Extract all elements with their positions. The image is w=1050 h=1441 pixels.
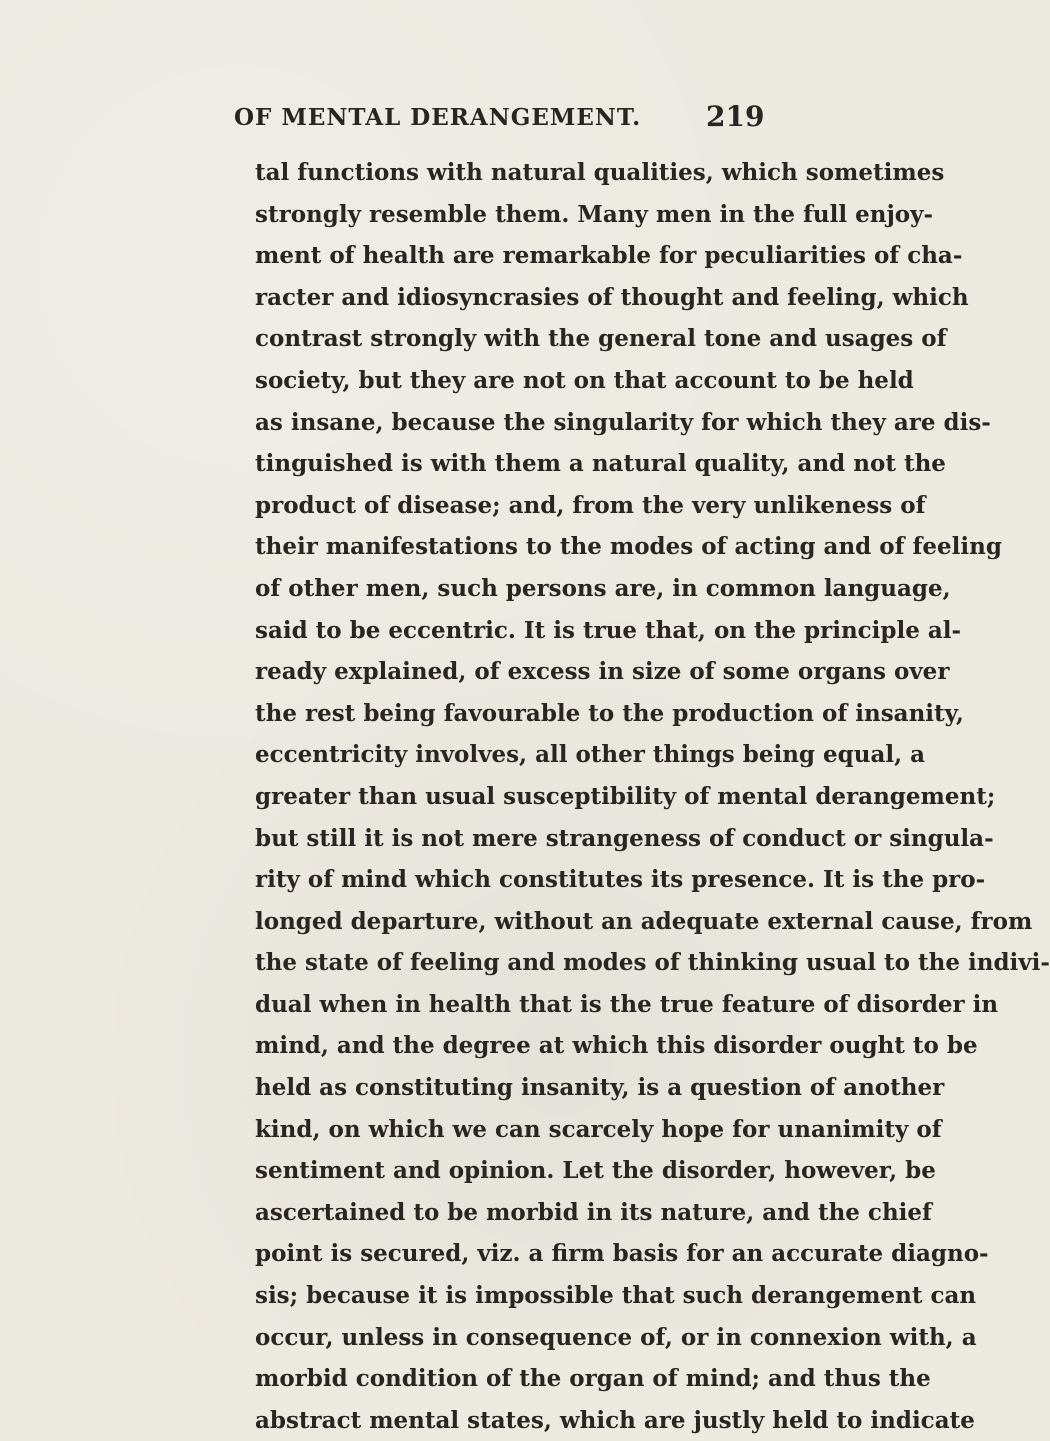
text-line: the state of feeling and modes of thinking usual to the indivi- — [255, 949, 1050, 977]
text-line: dual when in health that is the true feature of disorder in — [255, 990, 999, 1018]
text-line: their manifestations to the modes of acting and of feeling — [255, 533, 1002, 561]
text-line: ment of health are remarkable for peculiarities of cha- — [255, 242, 963, 270]
page-number: 219 — [706, 100, 765, 133]
running-head: OF MENTAL DERANGEMENT. — [234, 104, 642, 131]
text-line: strongly resemble them. Many men in the full enjoy- — [255, 200, 934, 228]
text-line: as insane, because the singularity for which they are dis- — [255, 408, 991, 436]
text-line: mind, and the degree at which this disorder ought to be — [255, 1032, 978, 1060]
text-line: eccentricity involves, all other things being equal, a — [255, 741, 926, 769]
body-text — [255, 152, 1050, 1441]
text-line: racter and idiosyncrasies of thought and feeling, which — [255, 283, 969, 311]
text-line: tal functions with natural qualities, which sometimes — [255, 159, 945, 186]
text-line: occur, unless in consequence of, or in connexion with, a — [255, 1323, 977, 1351]
text-line: ascertained to be morbid in its nature, and the chief — [255, 1198, 932, 1226]
text-line: kind, on which we can scarcely hope for unanimity of — [255, 1115, 942, 1143]
text-line: point is secured, viz. a firm basis for an accurate diagno- — [255, 1240, 989, 1268]
text-line: sentiment and opinion. Let the disorder, however, be — [255, 1157, 936, 1185]
text-line: held as constituting insanity, is a question of another — [255, 1074, 945, 1102]
text-line: greater than usual susceptibility of mental derangement; — [255, 782, 996, 810]
text-line: society, but they are not on that account to be held — [255, 366, 914, 394]
page-header — [0, 100, 800, 140]
text-line: but still it is not mere strangeness of conduct or singula- — [255, 824, 994, 852]
text-line: sis; because it is impossible that such derangement can — [255, 1282, 977, 1310]
text-line: the rest being favourable to the production of insanity, — [255, 699, 964, 727]
text-line: said to be eccentric. It is true that, on the principle al- — [255, 616, 962, 644]
text-line: longed departure, without an adequate external cause, from — [255, 907, 1033, 935]
text-line: tinguished is with them a natural quality, and not the — [255, 450, 946, 478]
text-line: abstract mental states, which are justly held to indicate — [255, 1406, 975, 1434]
text-line: product of disease; and, from the very unlikeness of — [255, 491, 926, 519]
text-line: of other men, such persons are, in common language, — [255, 574, 951, 602]
text-line: ready explained, of excess in size of some organs over — [255, 658, 950, 686]
text-line: morbid condition of the organ of mind; and thus the — [255, 1365, 931, 1393]
text-line: rity of mind which constitutes its presence. It is the pro- — [255, 866, 986, 894]
text-line: contrast strongly with the general tone and usages of — [255, 325, 947, 353]
